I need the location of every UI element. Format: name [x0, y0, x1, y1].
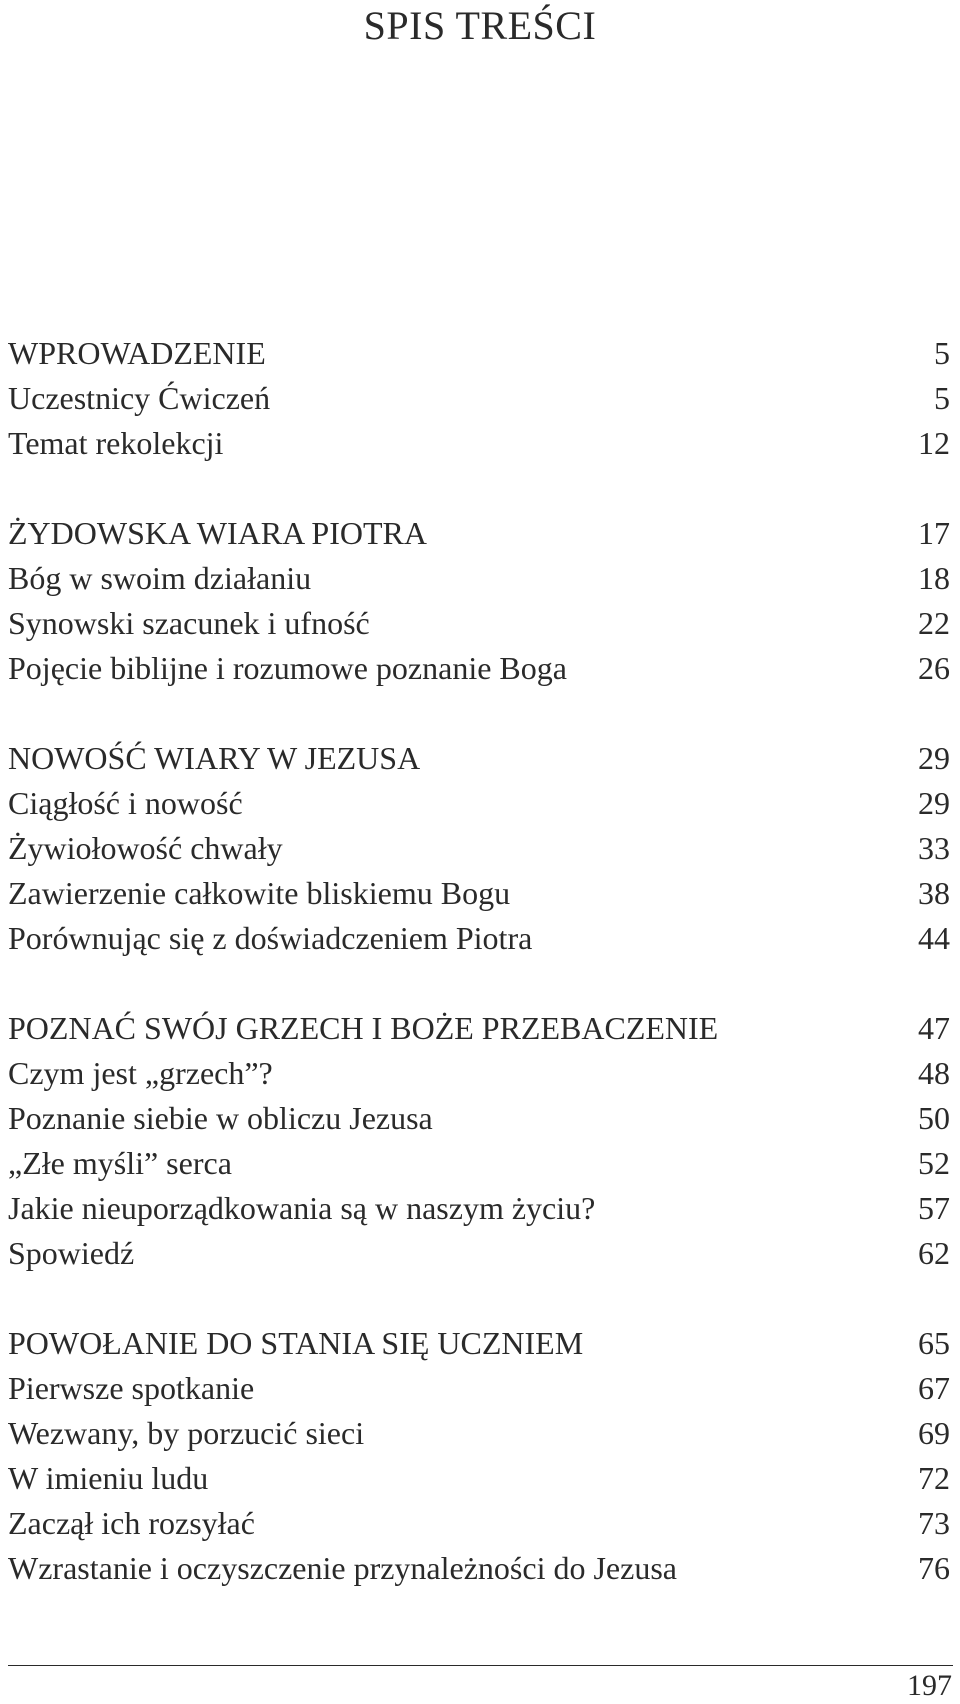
- toc-entry[interactable]: [8, 376, 950, 421]
- toc-entry[interactable]: [8, 1366, 950, 1411]
- toc-entry[interactable]: [8, 1186, 950, 1231]
- toc-entry-page: 22: [918, 605, 950, 641]
- toc-entry-label: Bóg w swoim działaniu: [8, 560, 312, 596]
- toc-section-heading[interactable]: [8, 511, 950, 556]
- toc-entry-label: POWOŁANIE DO STANIA SIĘ UCZNIEM: [8, 1325, 584, 1361]
- toc-entry[interactable]: [8, 646, 950, 691]
- toc-entry-label: Synowski szacunek i ufność: [8, 605, 370, 641]
- toc-entry-page: 52: [918, 1145, 950, 1181]
- toc-entry[interactable]: [8, 1096, 950, 1141]
- toc-section-heading[interactable]: [8, 736, 950, 781]
- toc-section: [8, 511, 950, 691]
- toc-entry[interactable]: [8, 826, 950, 871]
- toc-entry[interactable]: [8, 1411, 950, 1456]
- toc-entry-page: 57: [918, 1190, 950, 1226]
- toc-section: [8, 736, 950, 961]
- toc-entry-label: Spowiedź: [8, 1235, 135, 1271]
- toc-entry-page: 62: [918, 1235, 950, 1271]
- toc-entry[interactable]: [8, 1231, 950, 1276]
- toc-entry[interactable]: [8, 916, 950, 961]
- toc-section-heading[interactable]: [8, 331, 950, 376]
- toc-entry-label: Zawierzenie całkowite bliskiemu Bogu: [8, 875, 511, 911]
- toc-entry[interactable]: [8, 421, 950, 466]
- toc-entry-page: 38: [918, 875, 950, 911]
- toc-entry-page: 73: [918, 1505, 950, 1541]
- toc-entry-page: 26: [918, 650, 950, 686]
- toc-entry[interactable]: [8, 556, 950, 601]
- table-of-contents: [8, 331, 950, 1636]
- toc-entry-page: 44: [918, 920, 950, 956]
- toc-entry-page: 17: [918, 515, 950, 551]
- toc-section: [8, 1006, 950, 1276]
- toc-entry[interactable]: [8, 1456, 950, 1501]
- toc-entry-page: 48: [918, 1055, 950, 1091]
- toc-entry-page: 65: [918, 1325, 950, 1361]
- toc-entry-label: Porównując się z doświadczeniem Piotra: [8, 920, 533, 956]
- toc-entry-label: POZNAĆ SWÓJ GRZECH I BOŻE PRZEBACZENIE: [8, 1010, 719, 1046]
- toc-entry-page: 76: [918, 1550, 950, 1586]
- toc-entry-label: WPROWADZENIE: [8, 335, 266, 371]
- toc-entry[interactable]: [8, 1051, 950, 1096]
- toc-entry-label: Zaczął ich rozsyłać: [8, 1505, 255, 1541]
- toc-entry-label: Czym jest „grzech”?: [8, 1055, 273, 1091]
- toc-entry[interactable]: [8, 781, 950, 826]
- toc-section: [8, 1321, 950, 1591]
- toc-entry-page: 29: [918, 740, 950, 776]
- toc-entry-page: 69: [918, 1415, 950, 1451]
- footer-divider: [8, 1665, 953, 1666]
- toc-entry-label: W imieniu ludu: [8, 1460, 209, 1496]
- page-title: SPIS TREŚCI: [363, 3, 597, 48]
- toc-section-heading[interactable]: [8, 1321, 950, 1366]
- toc-entry-label: Temat rekolekcji: [8, 425, 224, 461]
- toc-entry-page: 18: [918, 560, 950, 596]
- toc-entry-page: 50: [918, 1100, 950, 1136]
- toc-entry[interactable]: [8, 871, 950, 916]
- toc-entry-label: Poznanie siebie w obliczu Jezusa: [8, 1100, 433, 1136]
- toc-entry-page: 33: [918, 830, 950, 866]
- toc-entry[interactable]: [8, 1501, 950, 1546]
- toc-entry-page: 5: [934, 380, 950, 416]
- toc-entry-page: 5: [934, 335, 950, 371]
- toc-entry-label: NOWOŚĆ WIARY W JEZUSA: [8, 740, 421, 776]
- toc-entry-label: Wzrastanie i oczyszczenie przynależności do Jezusa: [8, 1550, 677, 1586]
- toc-entry-label: Żywiołowość chwały: [8, 830, 283, 866]
- toc-section: [8, 331, 950, 466]
- toc-entry-page: 12: [918, 425, 950, 461]
- toc-entry-label: Wezwany, by porzucić sieci: [8, 1415, 365, 1451]
- toc-entry[interactable]: [8, 1546, 950, 1591]
- toc-entry-label: Pojęcie biblijne i rozumowe poznanie Boga: [8, 650, 567, 686]
- toc-section-heading[interactable]: [8, 1006, 950, 1051]
- toc-entry-label: „Złe myśli” serca: [8, 1145, 232, 1181]
- toc-entry-page: 67: [918, 1370, 950, 1406]
- toc-entry-page: 72: [918, 1460, 950, 1496]
- toc-entry-page: 29: [918, 785, 950, 821]
- toc-entry[interactable]: [8, 601, 950, 646]
- toc-entry-label: Pierwsze spotkanie: [8, 1370, 255, 1406]
- toc-entry-label: Jakie nieuporządkowania są w naszym życiu?: [8, 1190, 596, 1226]
- toc-entry[interactable]: [8, 1141, 950, 1186]
- toc-entry-page: 47: [918, 1010, 950, 1046]
- toc-entry-label: ŻYDOWSKA WIARA PIOTRA: [8, 515, 427, 551]
- toc-entry-label: Uczestnicy Ćwiczeń: [8, 380, 271, 416]
- toc-entry-label: Ciągłość i nowość: [8, 785, 243, 821]
- page-number: 197: [907, 1669, 952, 1702]
